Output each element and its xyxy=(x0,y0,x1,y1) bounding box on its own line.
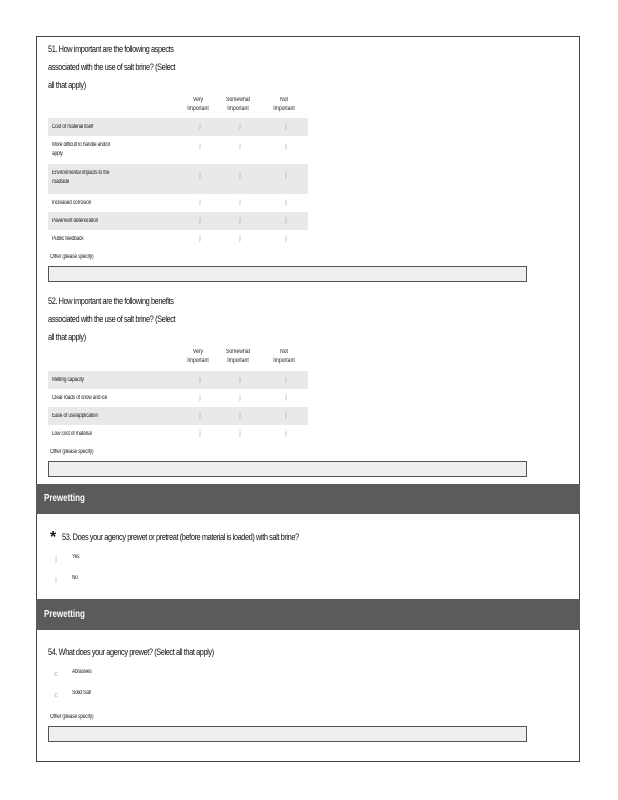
q51-row xyxy=(48,118,308,136)
radio-not-important[interactable]: j xyxy=(285,394,287,401)
radio-somewhat-important[interactable]: j xyxy=(239,430,241,437)
radio-very-important[interactable]: j xyxy=(199,217,201,224)
q52-col-not-important: Not Important xyxy=(273,349,295,364)
q52-row xyxy=(48,425,308,443)
required-asterisk: * xyxy=(50,529,57,546)
radio-somewhat-important[interactable]: j xyxy=(239,376,241,383)
row-label-line1: More difficult to handle and/or xyxy=(52,142,111,148)
row-label: Cost of material itself xyxy=(52,124,94,130)
q52-title-line2: associated with the use of salt brine? (Select xyxy=(48,314,176,324)
radio-no[interactable]: j xyxy=(55,576,57,583)
radio-not-important[interactable]: j xyxy=(285,235,287,242)
option-abrasives-label: Abrasives xyxy=(72,669,92,675)
q51-row xyxy=(48,194,308,212)
radio-very-important[interactable]: j xyxy=(199,394,201,401)
q52-title-line3: all that apply) xyxy=(48,332,86,342)
q52-title-line1: 52. How important are the following benefits xyxy=(48,296,174,306)
row-label: Pavement deterioration xyxy=(52,218,99,224)
radio-somewhat-important[interactable]: j xyxy=(239,123,241,130)
q51-col-very-important: Very Important xyxy=(187,97,209,112)
q52-col-somewhat-important: Somewhat Important xyxy=(225,349,251,364)
row-label: Increased corrosion xyxy=(52,200,92,206)
radio-not-important[interactable]: j xyxy=(285,376,287,383)
radio-somewhat-important[interactable]: j xyxy=(239,172,241,179)
q51-title-line2: associated with the use of salt brine? (Select xyxy=(48,62,176,72)
q52-row xyxy=(48,371,308,389)
q51-other-input[interactable] xyxy=(48,266,527,282)
q51-col-somewhat-important: Somewhat Important xyxy=(225,97,251,112)
radio-very-important[interactable]: j xyxy=(199,412,201,419)
section-header-prewetting xyxy=(36,599,580,630)
q51-title-line3: all that apply) xyxy=(48,80,86,90)
checkbox-solid-salt[interactable]: c xyxy=(54,692,58,699)
radio-not-important[interactable]: j xyxy=(285,123,287,130)
q52-other-label: Other (please specify) xyxy=(50,449,94,455)
row-label: Public feedback xyxy=(52,236,84,242)
radio-somewhat-important[interactable]: j xyxy=(239,394,241,401)
section-title: Prewetting xyxy=(44,609,85,620)
row-label: Low cost of material xyxy=(52,431,92,437)
row-label-line2: roadside xyxy=(52,179,70,185)
q51-row xyxy=(48,164,308,194)
radio-very-important[interactable]: j xyxy=(199,123,201,130)
q51-row xyxy=(48,136,308,164)
radio-not-important[interactable]: j xyxy=(285,217,287,224)
q51-title-line1: 51. How important are the following aspects xyxy=(48,44,174,54)
q54-other-label: Other (please specify) xyxy=(50,714,94,720)
row-label-line1: Environmental impacts to the xyxy=(52,170,110,176)
section-title: Prewetting xyxy=(44,493,85,504)
q51-other-label: Other (please specify) xyxy=(50,254,94,260)
q54-other-input[interactable] xyxy=(48,726,527,742)
radio-very-important[interactable]: j xyxy=(199,430,201,437)
option-yes-label: Yes xyxy=(72,554,80,560)
q52-row xyxy=(48,407,308,425)
radio-very-important[interactable]: j xyxy=(199,199,201,206)
radio-somewhat-important[interactable]: j xyxy=(239,199,241,206)
row-label: Ease of use/application xyxy=(52,413,98,419)
q51-col-not-important: Not Important xyxy=(273,97,295,112)
radio-somewhat-important[interactable]: j xyxy=(239,217,241,224)
radio-somewhat-important[interactable]: j xyxy=(239,412,241,419)
row-label: Melting capacity xyxy=(52,377,84,383)
section-header-prewetting xyxy=(36,484,580,514)
q51-row xyxy=(48,230,308,248)
radio-not-important[interactable]: j xyxy=(285,199,287,206)
radio-somewhat-important[interactable]: j xyxy=(239,235,241,242)
radio-very-important[interactable]: j xyxy=(199,235,201,242)
radio-not-important[interactable]: j xyxy=(285,172,287,179)
row-label-line2: apply xyxy=(52,151,63,157)
radio-somewhat-important[interactable]: j xyxy=(239,143,241,150)
radio-very-important[interactable]: j xyxy=(199,376,201,383)
q51-row xyxy=(48,212,308,230)
q52-other-input[interactable] xyxy=(48,461,527,477)
radio-not-important[interactable]: j xyxy=(285,143,287,150)
q53-title: 53. Does your agency prewet or pretreat (before material is loaded) with salt brine? xyxy=(62,532,299,542)
checkbox-abrasives[interactable]: c xyxy=(54,671,58,678)
q54-title: 54. What does your agency prewet? (Select all that apply) xyxy=(48,647,214,657)
row-label: Clear roads of snow and ice xyxy=(52,395,108,401)
option-solid-salt-label: Solid Salt xyxy=(72,690,91,696)
radio-very-important[interactable]: j xyxy=(199,143,201,150)
q52-col-very-important: Very Important xyxy=(187,349,209,364)
option-no-label: No xyxy=(72,575,78,581)
radio-not-important[interactable]: j xyxy=(285,430,287,437)
q52-row xyxy=(48,389,308,407)
radio-not-important[interactable]: j xyxy=(285,412,287,419)
radio-yes[interactable]: j xyxy=(55,556,57,563)
radio-very-important[interactable]: j xyxy=(199,172,201,179)
